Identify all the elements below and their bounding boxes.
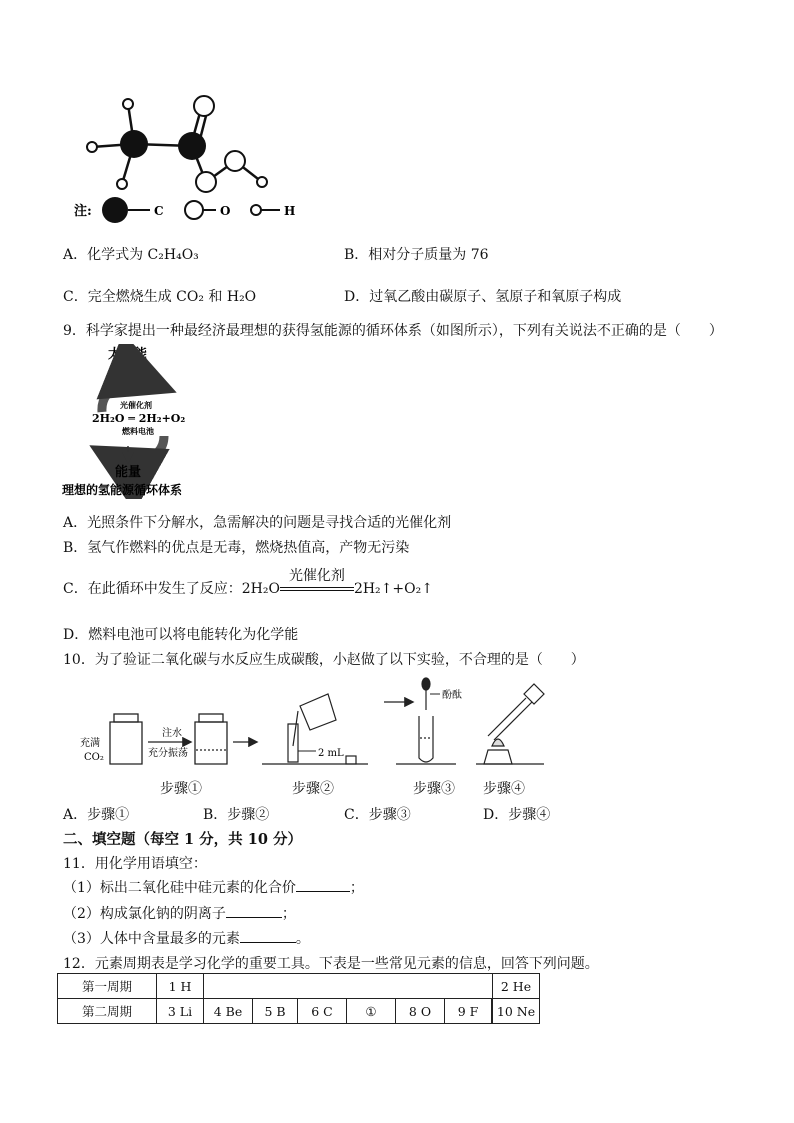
q8-option-b: B．相对分子质量为 76 (344, 247, 489, 263)
q11-item-2 (63, 903, 296, 923)
q9-option-d: D．燃料电池可以将电能转化为化学能 (63, 627, 299, 643)
diagram-caption: 理想的氢能源循环体系 (62, 483, 183, 497)
reaction-condition: 光催化剂 (288, 568, 345, 584)
periodic-table (57, 973, 540, 1024)
legend-h: H (284, 204, 296, 218)
q8-option-a: A．化学式为 C₂H₄O₃ (63, 247, 199, 263)
q11-item-1-tail: ； (349, 880, 364, 896)
element-cell: 1 H (157, 974, 204, 999)
element-cell: 9 F (445, 999, 492, 1024)
answer-blank-3[interactable] (240, 941, 296, 943)
q11-item-1-text: （1）标出二氧化硅中硅元素的化合价 (63, 880, 296, 896)
q11-item-2-text: （2）构成氯化钠的阴离子 (63, 906, 226, 922)
q10-option-c: C．步骤③ (344, 807, 411, 823)
step-label-1: 步骤① (160, 781, 202, 797)
h-atom-2 (123, 99, 133, 109)
reaction-arrow (280, 568, 354, 596)
q12-stem: 12．元素周期表是学习化学的重要工具。下表是一些常见元素的信息，回答下列问题。 (63, 956, 599, 972)
oxygen-atom-2 (196, 172, 216, 192)
section-title: 二、填空题（每空 1 分，共 10 分） (63, 831, 302, 848)
period-label-1: 第一周期 (58, 974, 157, 999)
co2-label: CO₂ (84, 752, 104, 763)
table-row (58, 999, 540, 1024)
q8-option-d: D．过氧乙酸由碳原子、氢原子和氧原子构成 (344, 289, 622, 305)
q11-item-2-tail: ； (281, 906, 296, 922)
step-label-3: 步骤③ (413, 781, 455, 797)
empty-span (204, 974, 493, 999)
heating-setup (484, 684, 544, 764)
bottle-water (195, 714, 227, 764)
step-label-2: 步骤② (292, 781, 334, 797)
q9-option-a: A．光照条件下分解水，急需解决的问题是寻找合适的光催化剂 (63, 515, 452, 531)
element-cell: 5 B (253, 999, 298, 1024)
element-cell: 8 O (396, 999, 445, 1024)
q9-option-c-right: 2H₂↑+O₂↑ (353, 581, 433, 597)
element-cell: 3 Li (157, 999, 204, 1024)
energy-label: 能量 (115, 465, 142, 480)
legend-h-swatch (251, 205, 261, 215)
q8-option-c: C．完全燃烧生成 CO₂ 和 H₂O (63, 289, 257, 305)
q9-option-c-left: 2H₂O (241, 581, 280, 597)
q10-option-a: A．步骤① (63, 807, 130, 823)
step-label-4: 步骤④ (483, 781, 525, 797)
q9-option-c (63, 568, 433, 598)
h-atom-4 (257, 177, 267, 187)
answer-blank-1[interactable] (296, 890, 350, 892)
period-label-2: 第二周期 (58, 999, 157, 1024)
q10-stem: 10．为了验证二氧化碳与水反应生成碳酸，小赵做了以下实验，不合理的是（ ） (63, 652, 585, 668)
q10-option-b: B．步骤② (203, 807, 270, 823)
filled-label: 充满 (80, 738, 100, 749)
oxygen-atom-1 (194, 96, 214, 116)
h-atom-3 (117, 179, 127, 189)
q9-option-c-prefix: C．在此循环中发生了反应： (63, 581, 242, 597)
q11-item-3-text: （3）人体中含量最多的元素 (63, 931, 240, 947)
legend-oxygen-swatch (185, 201, 203, 219)
q10-option-d: D．步骤④ (483, 807, 551, 823)
volume-label: 2 mL (318, 748, 344, 759)
solar-energy-label: 太阳能 (108, 347, 148, 362)
answer-blank-2[interactable] (226, 916, 282, 918)
shake-label: 充分振荡 (148, 748, 188, 759)
element-cell: 2 He (493, 974, 540, 999)
peracetic-acid-model (70, 82, 310, 227)
experiment-figure (78, 676, 558, 771)
hydrogen-cycle-diagram (60, 344, 220, 499)
fuel-cell-label: 燃料电池 (122, 426, 154, 436)
element-cell: 10 Ne (493, 999, 540, 1024)
indicator-label: 酚酞 (442, 690, 462, 701)
carbon-atom-2 (178, 132, 206, 160)
h-atom-1 (87, 142, 97, 152)
legend-carbon-swatch (102, 197, 128, 223)
q11-stem: 11．用化学用语填空： (63, 856, 207, 872)
q11-item-1 (63, 877, 364, 897)
table-row (58, 974, 540, 999)
dropper-test-tube (419, 678, 433, 762)
q11-item-3-tail: 。 (295, 931, 310, 947)
q9-option-b: B．氢气作燃料的优点是无毒，燃烧热值高，产物无污染 (63, 540, 410, 556)
add-water-label: 注水 (162, 728, 182, 739)
element-cell: 4 Be (204, 999, 253, 1024)
legend-o: O (220, 204, 231, 218)
catalyst-label: 光催化剂 (120, 400, 152, 410)
element-cell-blank: ① (347, 999, 396, 1024)
element-cell: 6 C (298, 999, 347, 1024)
q9-stem: 9．科学家提出一种最经济最理想的获得氢能源的循环体系（如图所示），下列有关说法不正确的是（ ） (63, 323, 723, 339)
legend-c: C (154, 204, 164, 218)
oxygen-atom-3 (225, 151, 245, 171)
legend-note: 注: (74, 204, 92, 219)
lower-cycle-arrow (105, 436, 164, 461)
cycle-equation: 2H₂O ═ 2H₂+O₂ (92, 412, 186, 425)
bottle-co2 (110, 714, 142, 764)
carbon-atom-1 (120, 130, 148, 158)
q11-item-3 (63, 928, 310, 948)
